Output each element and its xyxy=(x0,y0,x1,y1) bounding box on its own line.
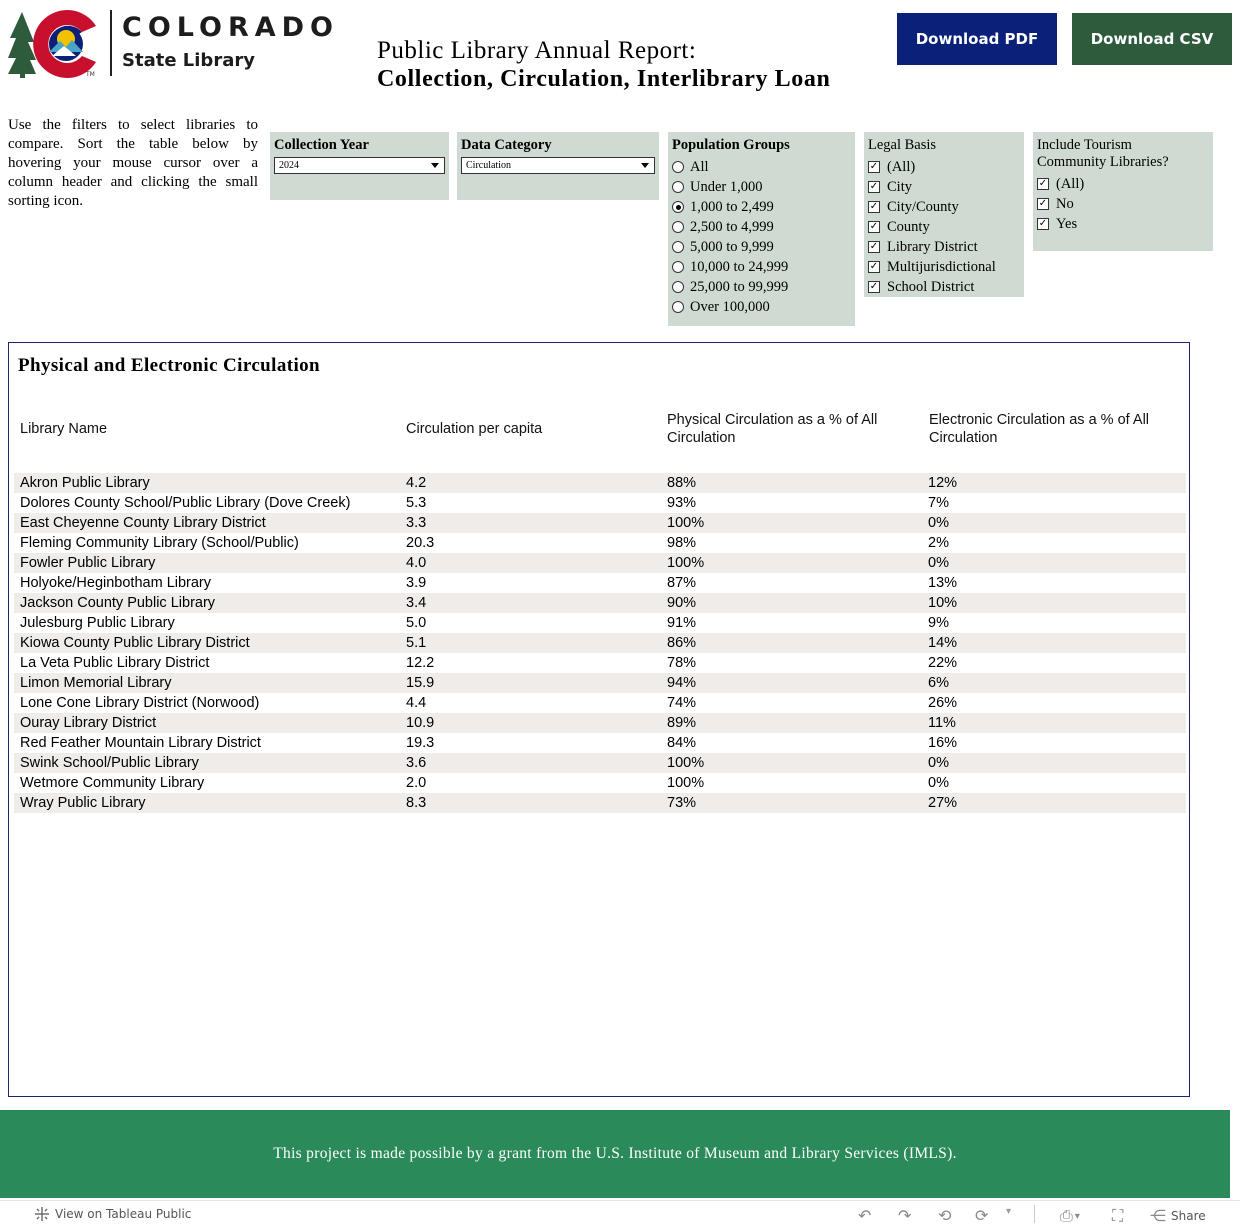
cell-physical-pct: 100% xyxy=(667,775,705,791)
cell-circulation-per-capita: 4.4 xyxy=(406,695,427,711)
checkbox-checked-icon[interactable]: ✓ xyxy=(869,261,879,272)
cell-physical-pct: 87% xyxy=(667,575,697,591)
checkbox-checked-icon[interactable]: ✓ xyxy=(1038,198,1048,209)
cell-physical-pct: 88% xyxy=(667,475,697,491)
legal-basis-option-label: (All) xyxy=(887,158,916,175)
cell-physical-pct: 100% xyxy=(667,515,705,531)
table-row[interactable] xyxy=(14,573,1186,593)
population-groups-label: Population Groups xyxy=(672,137,790,153)
refresh-icon[interactable]: ⟳ xyxy=(975,1206,989,1225)
population-option-1-000-to-2-499[interactable] xyxy=(672,197,851,217)
chevron-down-icon xyxy=(641,163,649,168)
checkbox-checked-icon[interactable]: ✓ xyxy=(869,221,879,232)
cell-electronic-pct: 14% xyxy=(928,635,958,651)
cell-physical-pct: 90% xyxy=(667,595,697,611)
cell-library-name: Red Feather Mountain Library District xyxy=(20,735,261,751)
population-option-label: 25,000 to 99,999 xyxy=(690,278,789,295)
legal-basis-label: Legal Basis xyxy=(868,137,937,153)
cell-library-name: Kiowa County Public Library District xyxy=(20,635,250,651)
legal-basis-option-county[interactable] xyxy=(868,217,1020,237)
logo-mark-icon xyxy=(8,8,108,80)
legal-basis-option-label: Library District xyxy=(887,238,978,255)
circulation-table-panel xyxy=(8,342,1190,1097)
cell-circulation-per-capita: 10.9 xyxy=(406,715,435,731)
view-on-tableau-link[interactable] xyxy=(34,1206,191,1222)
legal-basis-option-multijurisdictional[interactable] xyxy=(868,257,1020,277)
tourism-option-label: Yes xyxy=(1056,215,1078,232)
population-option-over-100-000[interactable] xyxy=(672,297,851,317)
tourism-label-line1: Include Tourism xyxy=(1037,137,1132,153)
legal-basis-option-label: County xyxy=(887,218,930,235)
cell-library-name: Ouray Library District xyxy=(20,715,157,731)
table-row[interactable] xyxy=(14,693,1186,713)
radio-selected-icon[interactable] xyxy=(672,201,684,213)
table-row[interactable] xyxy=(14,713,1186,733)
fullscreen-icon[interactable]: ⛶ xyxy=(1112,1206,1124,1225)
cell-physical-pct: 86% xyxy=(667,635,697,651)
tourism-label-line2: Community Libraries? xyxy=(1037,154,1169,170)
cell-circulation-per-capita: 12.2 xyxy=(406,655,435,671)
cell-physical-pct: 78% xyxy=(667,655,697,671)
checkbox-checked-icon[interactable]: ✓ xyxy=(1038,218,1048,229)
page-title-line1: Public Library Annual Report: xyxy=(377,37,697,64)
table-row[interactable] xyxy=(14,633,1186,653)
cell-library-name: Julesburg Public Library xyxy=(20,615,175,631)
cell-circulation-per-capita: 19.3 xyxy=(406,735,435,751)
cell-circulation-per-capita: 4.0 xyxy=(406,555,427,571)
population-option-label: 10,000 to 24,999 xyxy=(690,258,789,275)
undo-icon[interactable]: ↶ xyxy=(858,1206,872,1225)
cell-physical-pct: 93% xyxy=(667,495,697,511)
table-row[interactable] xyxy=(14,533,1186,553)
collection-year-filter xyxy=(270,132,449,200)
pause-dropdown-icon[interactable]: ▾ xyxy=(1006,1206,1012,1217)
legal-basis-option-label: City xyxy=(887,178,912,195)
cell-circulation-per-capita: 20.3 xyxy=(406,535,435,551)
collection-year-dropdown[interactable] xyxy=(274,157,445,174)
grant-footer xyxy=(0,1110,1230,1198)
cell-electronic-pct: 26% xyxy=(928,695,958,711)
cell-library-name: Wetmore Community Library xyxy=(20,775,205,791)
cell-library-name: East Cheyenne County Library District xyxy=(20,515,266,531)
cell-library-name: Dolores County School/Public Library (Dove Creek) xyxy=(20,495,351,511)
radio-icon[interactable] xyxy=(672,181,684,193)
tourism-option-no[interactable] xyxy=(1037,194,1209,214)
population-option-under-1-000[interactable] xyxy=(672,177,851,197)
tourism-option-yes[interactable] xyxy=(1037,214,1209,234)
population-option-25-000-to-99-999[interactable] xyxy=(672,277,851,297)
cell-circulation-per-capita: 2.0 xyxy=(406,775,427,791)
cell-library-name: La Veta Public Library District xyxy=(20,655,210,671)
legal-basis-option-city-county[interactable] xyxy=(868,197,1020,217)
header-circulation-per-capita[interactable]: Circulation per capita xyxy=(406,421,543,437)
cell-electronic-pct: 0% xyxy=(928,755,949,771)
tableau-toolbar xyxy=(0,1200,1240,1228)
cell-library-name: Akron Public Library xyxy=(20,475,150,491)
cell-physical-pct: 84% xyxy=(667,735,697,751)
table-body xyxy=(14,473,1186,813)
cell-electronic-pct: 12% xyxy=(928,475,958,491)
chevron-down-icon xyxy=(431,163,439,168)
cell-physical-pct: 91% xyxy=(667,615,697,631)
cell-physical-pct: 100% xyxy=(667,755,705,771)
legal-basis-option-label: Multijurisdictional xyxy=(887,258,996,275)
tourism-option-label: No xyxy=(1056,195,1074,212)
table-row[interactable] xyxy=(14,613,1186,633)
tourism-option-label: (All) xyxy=(1056,175,1085,192)
population-option-10-000-to-24-999[interactable] xyxy=(672,257,851,277)
checkbox-checked-icon[interactable]: ✓ xyxy=(869,201,879,212)
checkbox-checked-icon[interactable]: ✓ xyxy=(869,241,879,252)
cell-library-name: Lone Cone Library District (Norwood) xyxy=(20,695,260,711)
radio-icon[interactable] xyxy=(672,221,684,233)
intro-instructions: Use the filters to select libraries to compare. Sort the table below by hovering your mouse cursor over a column header and clicking the small sorting icon. xyxy=(8,117,258,209)
cell-library-name: Holyoke/Heginbotham Library xyxy=(20,575,212,591)
logo-wordmark-colorado: COLORADO xyxy=(122,12,340,43)
population-option-label: 5,000 to 9,999 xyxy=(690,238,774,255)
table-row[interactable] xyxy=(14,653,1186,673)
share-icon: ⋲ xyxy=(1150,1206,1166,1225)
radio-icon[interactable] xyxy=(672,241,684,253)
cell-electronic-pct: 11% xyxy=(928,715,956,731)
table-row[interactable] xyxy=(14,793,1186,813)
cell-library-name: Fleming Community Library (School/Public) xyxy=(20,535,299,551)
population-option-5-000-to-9-999[interactable] xyxy=(672,237,851,257)
cell-library-name: Jackson County Public Library xyxy=(20,595,216,611)
data-category-label: Data Category xyxy=(461,137,552,153)
toolbar-divider xyxy=(1034,1205,1035,1223)
legal-basis-option-city[interactable] xyxy=(868,177,1020,197)
cell-circulation-per-capita: 3.4 xyxy=(406,595,427,611)
cell-circulation-per-capita: 8.3 xyxy=(406,795,427,811)
table-row[interactable] xyxy=(14,513,1186,533)
table-row[interactable] xyxy=(14,773,1186,793)
cell-electronic-pct: 6% xyxy=(928,675,949,691)
cell-library-name: Fowler Public Library xyxy=(20,555,156,571)
population-option-all[interactable] xyxy=(672,157,851,177)
header-electronic-circulation-pct[interactable]: Electronic Circulation as a % of All Circulation xyxy=(929,412,1150,446)
logo-divider xyxy=(110,10,112,76)
download-pdf-button[interactable]: Download PDF xyxy=(897,13,1057,65)
table-row[interactable] xyxy=(14,753,1186,773)
population-option-label: 2,500 to 4,999 xyxy=(690,218,774,235)
cell-electronic-pct: 0% xyxy=(928,775,949,791)
page-title-line2: Collection, Circulation, Interlibrary Loan xyxy=(377,66,831,92)
cell-electronic-pct: 22% xyxy=(928,655,958,671)
cell-electronic-pct: 27% xyxy=(928,795,958,811)
cell-physical-pct: 74% xyxy=(667,695,697,711)
cell-physical-pct: 100% xyxy=(667,555,705,571)
cell-electronic-pct: 2% xyxy=(928,535,949,551)
header-library-name[interactable]: Library Name xyxy=(20,421,108,437)
table-row[interactable] xyxy=(14,473,1186,493)
cell-circulation-per-capita: 15.9 xyxy=(406,675,435,691)
share-button[interactable] xyxy=(1150,1206,1206,1225)
legal-basis-filter xyxy=(864,132,1024,297)
cell-circulation-per-capita: 5.3 xyxy=(406,495,427,511)
cell-electronic-pct: 0% xyxy=(928,515,949,531)
tourism-option-all[interactable] xyxy=(1037,174,1209,194)
grant-footer-text: This project is made possible by a grant from the U.S. Institute of Museum and Library Services (IMLS). xyxy=(273,1145,957,1162)
checkbox-checked-icon[interactable]: ✓ xyxy=(869,181,879,192)
header-physical-circulation-pct[interactable]: Physical Circulation as a % of All Circulation xyxy=(667,412,878,446)
population-option-label: All xyxy=(690,158,709,175)
legal-basis-option-label: School District xyxy=(887,278,975,295)
population-option-label: 1,000 to 2,499 xyxy=(690,198,774,215)
cell-electronic-pct: 13% xyxy=(928,575,958,591)
table-row[interactable] xyxy=(14,593,1186,613)
cell-library-name: Swink School/Public Library xyxy=(20,755,199,771)
data-category-value: Circulation xyxy=(466,160,511,171)
legal-basis-option-label: City/County xyxy=(887,198,959,215)
cell-circulation-per-capita: 4.2 xyxy=(406,475,427,491)
radio-icon[interactable] xyxy=(672,301,684,313)
tableau-logo-icon xyxy=(34,1206,50,1222)
population-option-label: Under 1,000 xyxy=(690,178,763,195)
cell-electronic-pct: 10% xyxy=(928,595,958,611)
legal-basis-option-library-district[interactable] xyxy=(868,237,1020,257)
redo-icon[interactable]: ↷ xyxy=(898,1206,912,1225)
cell-physical-pct: 89% xyxy=(667,715,697,731)
population-groups-filter xyxy=(668,132,855,326)
view-on-tableau-label: View on Tableau Public xyxy=(55,1207,192,1221)
cell-circulation-per-capita: 5.0 xyxy=(406,615,427,631)
logo-wordmark-state-library: State Library xyxy=(122,50,255,71)
table-header xyxy=(14,409,1186,449)
tourism-filter xyxy=(1033,132,1213,251)
cell-circulation-per-capita: 5.1 xyxy=(406,635,427,651)
svg-text:TM: TM xyxy=(86,71,95,78)
collection-year-label: Collection Year xyxy=(274,137,369,153)
radio-icon[interactable] xyxy=(672,161,684,173)
cell-circulation-per-capita: 3.9 xyxy=(406,575,427,591)
table-row[interactable] xyxy=(14,553,1186,573)
cell-electronic-pct: 9% xyxy=(928,615,949,631)
data-category-filter xyxy=(457,132,659,200)
legal-basis-option-all[interactable] xyxy=(868,157,1020,177)
cell-electronic-pct: 7% xyxy=(928,495,949,511)
checkbox-checked-icon[interactable]: ✓ xyxy=(869,161,879,172)
cell-physical-pct: 94% xyxy=(667,675,697,691)
table-row[interactable] xyxy=(14,493,1186,513)
population-option-label: Over 100,000 xyxy=(690,298,770,315)
legal-basis-option-school-district[interactable] xyxy=(868,277,1020,297)
radio-icon[interactable] xyxy=(672,281,684,293)
cell-electronic-pct: 0% xyxy=(928,555,949,571)
checkbox-checked-icon[interactable]: ✓ xyxy=(1038,178,1048,189)
revert-icon[interactable]: ⟲ xyxy=(938,1206,952,1225)
cell-electronic-pct: 16% xyxy=(928,735,958,751)
table-row[interactable] xyxy=(14,673,1186,693)
table-row[interactable] xyxy=(14,733,1186,753)
cell-physical-pct: 98% xyxy=(667,535,697,551)
checkbox-checked-icon[interactable]: ✓ xyxy=(869,281,879,292)
radio-icon[interactable] xyxy=(672,261,684,273)
collection-year-value: 2024 xyxy=(279,160,299,171)
cell-library-name: Wray Public Library xyxy=(20,795,146,811)
download-icon[interactable]: ⎙ ▾ xyxy=(1060,1206,1080,1225)
table-title: Physical and Electronic Circulation xyxy=(18,355,320,376)
cell-physical-pct: 73% xyxy=(667,795,697,811)
cell-circulation-per-capita: 3.3 xyxy=(406,515,427,531)
cell-circulation-per-capita: 3.6 xyxy=(406,755,427,771)
share-label: Share xyxy=(1171,1208,1206,1223)
population-option-2-500-to-4-999[interactable] xyxy=(672,217,851,237)
download-csv-button[interactable]: Download CSV xyxy=(1072,13,1232,65)
cell-library-name: Limon Memorial Library xyxy=(20,675,172,691)
data-category-dropdown[interactable] xyxy=(461,157,655,174)
